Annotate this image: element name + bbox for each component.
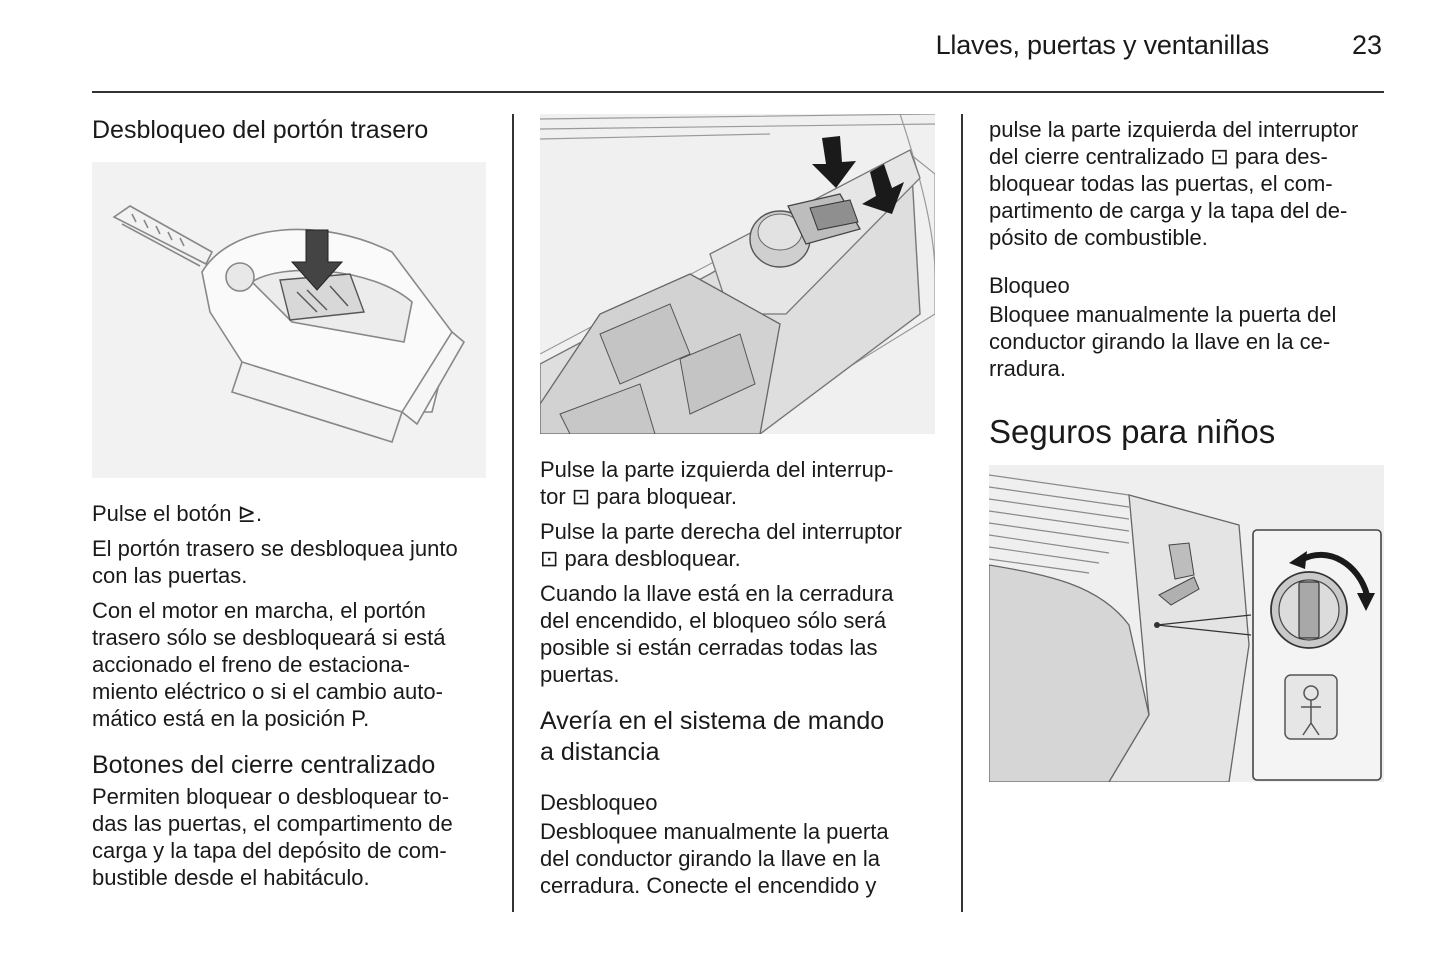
header-title: Llaves, puertas y ventanillas xyxy=(935,30,1269,60)
text-line: Cuando la llave está en la cerradura xyxy=(540,581,894,606)
column-divider-1 xyxy=(512,114,514,912)
text-line: carga y la tapa del depósito de com- xyxy=(92,838,447,863)
subheading-unlocking: Desbloqueo xyxy=(540,790,658,815)
text-line: bloquear todas las puertas, el com- xyxy=(989,171,1333,196)
text-line: accionado el freno de estaciona- xyxy=(92,652,410,677)
text-line: partimento de carga y la tapa del de- xyxy=(989,198,1348,223)
figure-key-fob xyxy=(92,162,486,478)
heading-line: Avería en el sistema de mando xyxy=(540,707,885,735)
text-line: del conductor girando la llave en la xyxy=(540,846,881,871)
text-line: mático está en la posición P. xyxy=(92,706,370,731)
text-line: Bloquee manualmente la puerta del xyxy=(989,302,1337,327)
text-line: pósito de combustible. xyxy=(989,225,1208,250)
section-heading-tailgate: Desbloqueo del portón trasero xyxy=(92,116,429,144)
text-line: miento eléctrico o si el cambio auto- xyxy=(92,679,443,704)
column-divider-2 xyxy=(961,114,963,912)
text-line: Pulse la parte izquierda del interrup- xyxy=(540,457,894,482)
section-heading-child-locks: Seguros para niños xyxy=(989,413,1276,450)
heading-line: a distancia xyxy=(540,738,660,766)
paragraph-press-button: Pulse el botón ⊵. xyxy=(92,501,263,526)
text-line: con las puertas. xyxy=(92,563,248,588)
section-heading-central-lock-buttons: Botones del cierre centralizado xyxy=(92,751,436,779)
text-line: puertas. xyxy=(540,662,620,687)
text-line: conductor girando la llave en la ce- xyxy=(989,329,1331,354)
figure-door-switch xyxy=(540,114,935,434)
figure-child-lock xyxy=(989,465,1384,782)
header-rule xyxy=(92,91,1384,93)
page-number: 23 xyxy=(1352,30,1383,60)
text-line: Permiten bloquear o desbloquear to- xyxy=(92,784,450,809)
text-line: tor ⊡ para bloquear. xyxy=(540,484,738,509)
text-line: Con el motor en marcha, el portón xyxy=(92,598,426,623)
text-line: Pulse la parte derecha del interruptor xyxy=(540,519,902,544)
text-line: trasero sólo se desbloqueará si está xyxy=(92,625,446,650)
text-line: bustible desde el habitáculo. xyxy=(92,865,370,890)
text-line: El portón trasero se desbloquea junto xyxy=(92,536,458,561)
text-line: pulse la parte izquierda del interruptor xyxy=(989,117,1359,142)
text-line: cerradura. Conecte el encendido y xyxy=(540,873,877,898)
text-line: del cierre centralizado ⊡ para des- xyxy=(989,144,1328,169)
text-line: ⊡ para desbloquear. xyxy=(540,546,741,571)
text-line: das las puertas, el compartimento de xyxy=(92,811,453,836)
subheading-locking: Bloqueo xyxy=(989,273,1070,298)
text-line: del encendido, el bloqueo sólo será xyxy=(540,608,887,633)
text-line: posible si están cerradas todas las xyxy=(540,635,878,660)
text-line: rradura. xyxy=(989,356,1067,381)
text-line: Desbloquee manualmente la puerta xyxy=(540,819,889,844)
